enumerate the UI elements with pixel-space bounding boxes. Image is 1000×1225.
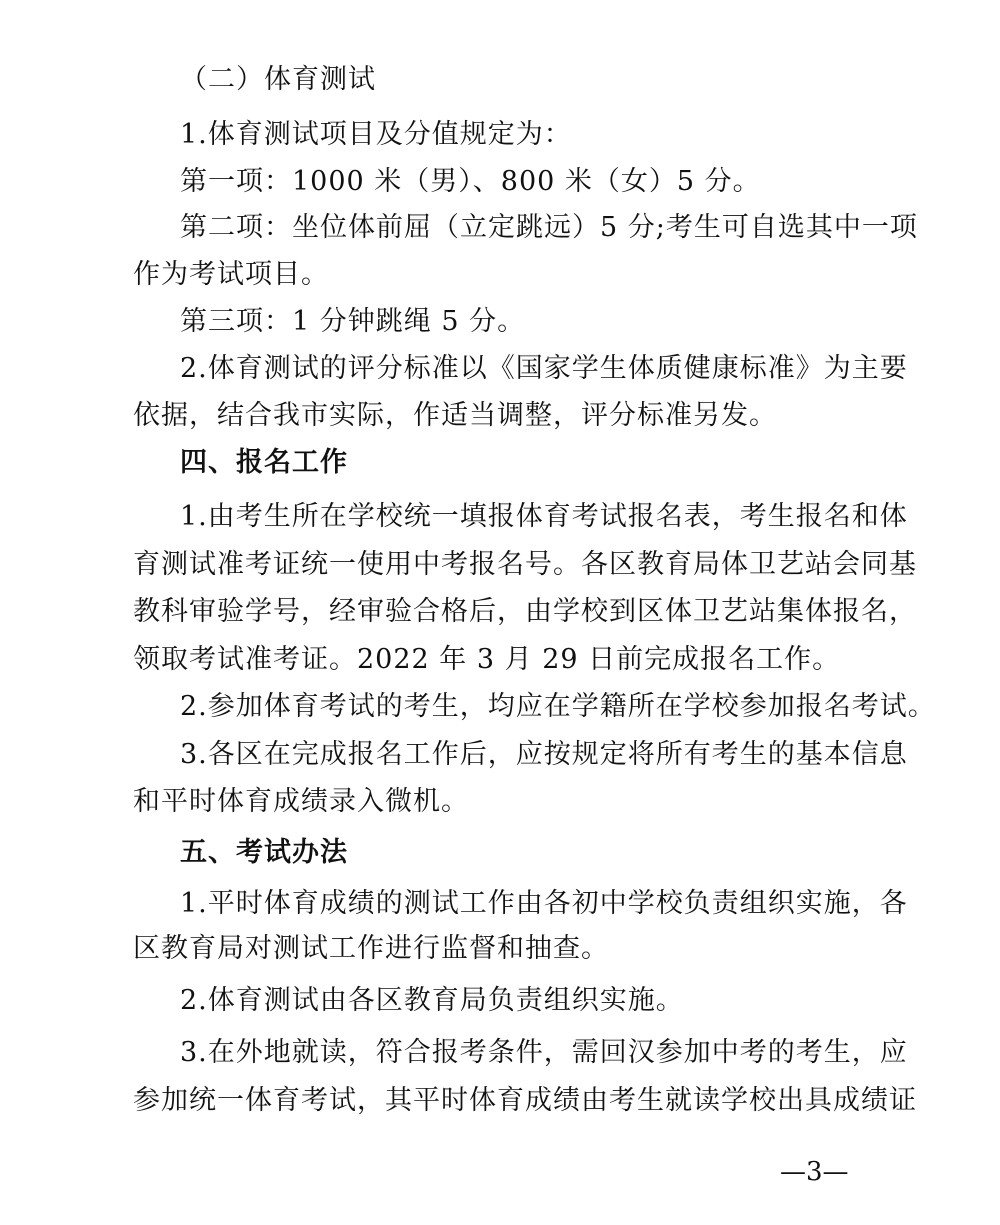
paragraph-line: 1.由考生所在学校统一填报体育考试报名表，考生报名和体: [180, 501, 908, 532]
paragraph-line: 领取考试准考证。2022 年 3 月 29 日前完成报名工作。: [133, 644, 841, 675]
paragraph-line: 2.体育测试的评分标准以《国家学生体质健康标准》为主要: [180, 353, 908, 384]
paragraph-line: 3.在外地就读，符合报考条件，需回汉参加中考的考生，应: [180, 1037, 908, 1068]
paragraph-line: 育测试准考证统一使用中考报名号。各区教育局体卫艺站会同基: [133, 549, 917, 580]
paragraph-line: 第一项：1000 米（男）、800 米（女）5 分。: [180, 166, 761, 197]
section-heading-registration: 四、报名工作: [180, 447, 348, 478]
paragraph-line: 2.参加体育考试的考生，均应在学籍所在学校参加报名考试。: [180, 691, 936, 722]
paragraph-line: 依据，结合我市实际，作适当调整，评分标准另发。: [133, 400, 777, 431]
paragraph-line: 2.体育测试由各区教育局负责组织实施。: [180, 985, 684, 1016]
paragraph-line: 教科审验学号，经审验合格后，由学校到区体卫艺站集体报名，: [133, 596, 917, 627]
section-heading-exam-method: 五、考试办法: [180, 837, 348, 868]
paragraph-line: 和平时体育成绩录入微机。: [133, 786, 469, 817]
paragraph-line: 第三项：1 分钟跳绳 5 分。: [180, 306, 526, 337]
paragraph-line: 1.平时体育成绩的测试工作由各初中学校负责组织实施，各: [180, 888, 908, 919]
subsection-heading-sports-test: （二）体育测试: [180, 64, 376, 95]
paragraph-line: 参加统一体育考试，其平时体育成绩由考生就读学校出具成绩证: [133, 1085, 917, 1116]
paragraph-line: 第二项：坐位体前屈（立定跳远）5 分;考生可自选其中一项: [180, 212, 918, 243]
page-number: —3—: [780, 1157, 849, 1187]
paragraph-line: 3.各区在完成报名工作后，应按规定将所有考生的基本信息: [180, 739, 908, 770]
paragraph-line: 区教育局对测试工作进行监督和抽查。: [133, 933, 609, 964]
paragraph-line: 1.体育测试项目及分值规定为：: [180, 119, 572, 150]
paragraph-line: 作为考试项目。: [133, 259, 329, 290]
